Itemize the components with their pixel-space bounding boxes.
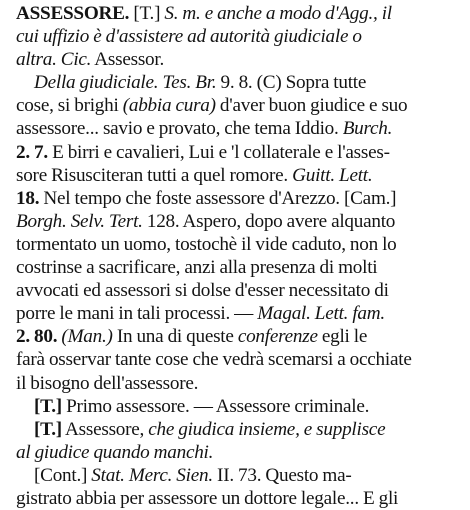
sense-text: Assessore, bbox=[61, 418, 149, 440]
citation-line-7 bbox=[16, 210, 462, 233]
citation-text: porre le mani in tali processi. — bbox=[16, 303, 254, 325]
citations-block bbox=[16, 71, 462, 394]
citation-ref: Tes. Br. bbox=[158, 72, 217, 94]
entry-headword: ASSESSORE. bbox=[16, 3, 130, 24]
citation-italic: (abbia cura) bbox=[122, 95, 216, 117]
citation-line-5 bbox=[16, 164, 462, 187]
final-ref: Stat. Merc. Sien. bbox=[87, 464, 213, 486]
citation-number: 2. 7. bbox=[16, 141, 48, 163]
final-text: Questo ma- bbox=[261, 464, 352, 486]
citation-text: d'aver buon giudice e suo bbox=[215, 95, 408, 117]
sense-2-line-1 bbox=[16, 418, 462, 441]
sense-italic: che giudica insieme, e supplisce bbox=[148, 418, 386, 440]
citation-line-12 bbox=[16, 325, 462, 348]
citation-line-2 bbox=[16, 94, 462, 117]
citation-ref: Magal. Lett. fam. bbox=[253, 303, 385, 325]
entry-cic-word: Assessor. bbox=[91, 49, 165, 71]
sense-1 bbox=[16, 395, 462, 418]
citation-line-11 bbox=[16, 302, 462, 325]
sense-tag: [T.] bbox=[34, 395, 62, 417]
citation-ref: Borgh. Selv. Tert. bbox=[16, 210, 143, 232]
entry-def-a: S. m. e anche a modo d'Agg., il bbox=[160, 3, 392, 24]
citation-line-8: tormentato un uomo, tostochè il vide caduto, non lo bbox=[16, 233, 397, 255]
citation-text: Nel tempo che foste assessore d'Arezzo. [Cam.] bbox=[39, 187, 397, 209]
sense-2-line-2: al giudice quando manchi. bbox=[16, 441, 214, 463]
citation-line-10: avvocati ed assessori si dolse d'esser necessitato di bbox=[16, 280, 389, 302]
citation-line-4 bbox=[16, 141, 462, 164]
entry-line-3 bbox=[16, 48, 462, 71]
final-line-2: gistrato abbia per assessore un dottore legale... E gli bbox=[16, 487, 399, 509]
citation-text: egli le bbox=[317, 326, 368, 348]
citation-line-3 bbox=[16, 117, 462, 140]
citation-text: assessore... savio e provato, che tema Iddio. bbox=[16, 118, 339, 140]
entry-tag: [T.] bbox=[133, 3, 161, 24]
citation-line-6 bbox=[16, 187, 462, 210]
citation-ref: (Man.) bbox=[57, 326, 113, 348]
entry-definition bbox=[16, 2, 462, 71]
citation-text: cose, si brighi bbox=[16, 95, 123, 117]
entry-def-c: altra. bbox=[16, 49, 57, 71]
entry-line-2: cui uffizio è d'assistere ad autorità giudiciale o bbox=[16, 26, 362, 48]
citation-number: 2. 80. bbox=[16, 326, 58, 348]
sense-tag: [T.] bbox=[34, 418, 62, 440]
citation-text: 128. Aspero, dopo avere alquanto bbox=[142, 210, 396, 232]
citation-text: E birri e cavalieri, Lui e 'l collaterale e l'asses- bbox=[47, 141, 390, 163]
citation-ref: Guitt. Lett. bbox=[287, 164, 373, 186]
citation-text: 9. 8. (C) Sopra tutte bbox=[216, 72, 367, 94]
citation-text: sore Risusciteran tutti a quel romore. bbox=[16, 164, 288, 186]
citation-line-14: il bisogno dell'assessore. bbox=[16, 372, 199, 394]
sense-2 bbox=[16, 418, 462, 464]
final-tag: [Cont.] bbox=[34, 464, 88, 486]
citation-italic: conferenze bbox=[237, 326, 318, 348]
citation-number: 18. bbox=[16, 187, 40, 209]
citation-line-13: farà osservar tante cose che vedrà scemarsi a occhiate bbox=[16, 349, 412, 371]
entry-cic-ref: Cic. bbox=[56, 49, 92, 71]
citation-italic: Della giudiciale. bbox=[34, 72, 159, 94]
entry-line-1 bbox=[16, 2, 462, 25]
citation-line-1 bbox=[16, 71, 462, 94]
final-citation bbox=[16, 464, 462, 510]
final-line-1 bbox=[16, 464, 462, 487]
citation-line-9: costrinse a sacrificare, anzi alla presenza di molti bbox=[16, 257, 378, 279]
sense-1-line bbox=[16, 395, 462, 418]
citation-text: In una di queste bbox=[112, 326, 238, 348]
citation-ref: Burch. bbox=[338, 118, 393, 140]
sense-text: Primo assessore. — Assessore criminale. bbox=[61, 395, 370, 417]
final-number: II. 73. bbox=[212, 464, 262, 486]
